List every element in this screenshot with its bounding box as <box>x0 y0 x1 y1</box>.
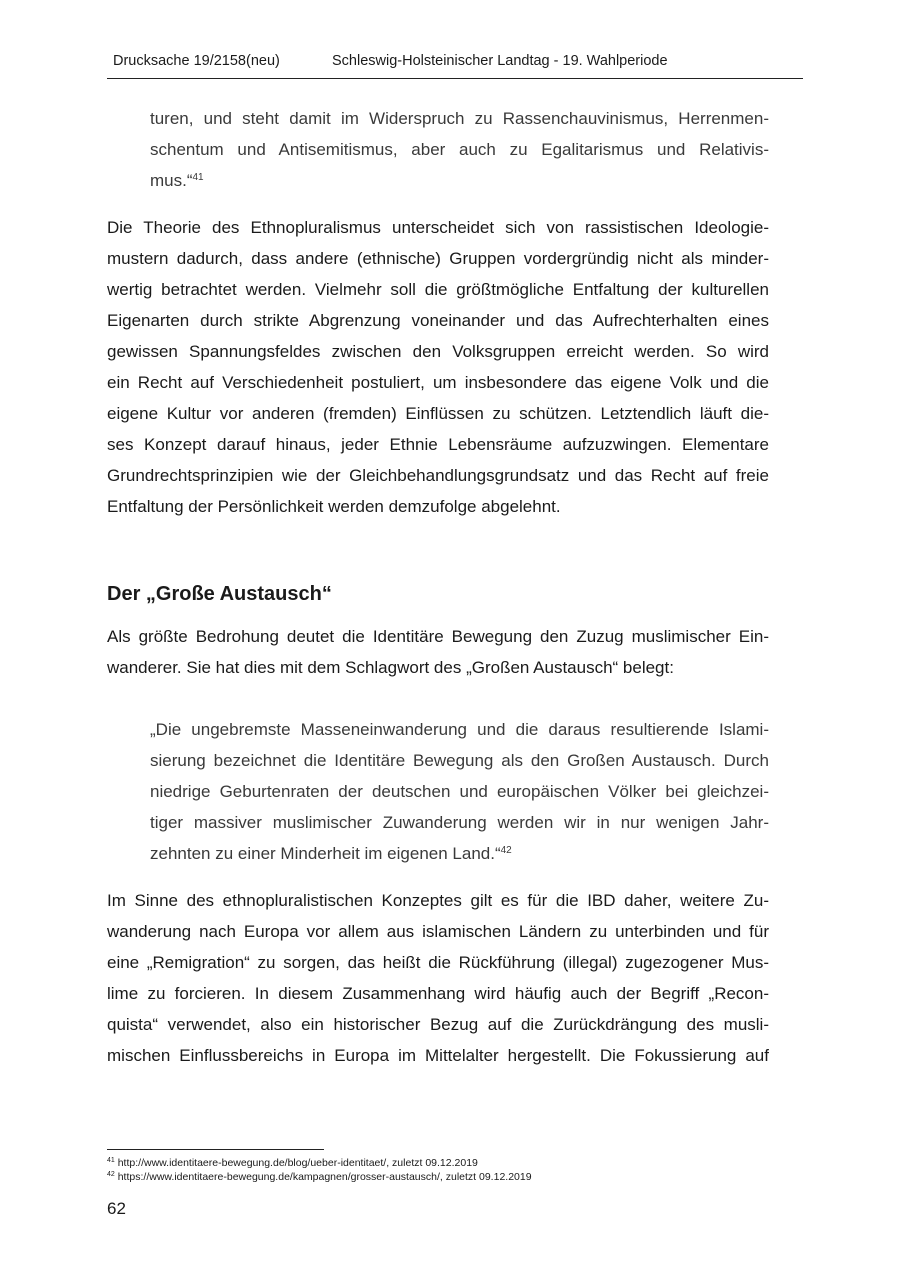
page-number: 62 <box>107 1199 126 1218</box>
footnotes <box>107 1156 532 1184</box>
parliament-title: Schleswig-Holsteinischer Landtag - 19. Wahlperiode <box>332 53 668 69</box>
footnote-42: $^{42}$ https://www.identitaere-bewegung.de/kampagnen/grosser-austausch/, zuletzt 09.12.2019 <box>107 1171 532 1183</box>
footnote-ref-42[interactable]: 42 <box>500 845 512 856</box>
paragraph-line: gewissen Spannungsfeldes zwischen den Volksgruppen erreicht werden. So wird <box>107 342 769 361</box>
paragraph-line: eigene Kultur vor anderen (fremden) Einflüssen zu schützen. Letztendlich läuft die- <box>107 404 769 423</box>
paragraph-line: wertig betrachtet werden. Vielmehr soll die größtmögliche Entfaltung der kulturellen <box>107 280 769 299</box>
paragraph-ethnopluralism <box>107 212 769 522</box>
document-number: Drucksache 19/2158(neu) <box>113 53 280 69</box>
paragraph-remigration <box>107 885 769 1071</box>
paragraph-line: Im Sinne des ethnopluralistischen Konzeptes gilt es für die IBD daher, weitere Zu- <box>107 891 769 910</box>
paragraph-line: Die Theorie des Ethnopluralismus unterscheidet sich von rassistischen Ideologie- <box>107 218 769 237</box>
footnote-link[interactable]: https://www.identitaere-bewegung.de/kampagnen/grosser-austausch/, zuletzt 09.12.2019 <box>117 1171 532 1183</box>
quote-block-1 <box>150 103 769 196</box>
paragraph-line: wanderer. Sie hat dies mit dem Schlagwort des „Großen Austausch“ belegt: <box>107 658 674 677</box>
quote2-line: tiger massiver muslimischer Zuwanderung werden wir in nur wenigen Jahr- <box>150 813 769 832</box>
paragraph-line: quista“ verwendet, also ein historischer Bezug auf die Zurückdrängung des musli- <box>107 1015 769 1034</box>
footnote-divider <box>107 1149 324 1150</box>
footnote-41: $^{41}$ http://www.identitaere-bewegung.de/blog/ueber-identitaet/, zuletzt 09.12.2019 <box>107 1157 478 1169</box>
paragraph-line: Grundrechtsprinzipien wie der Gleichbehandlungsgrundsatz und das Recht auf freie <box>107 466 769 485</box>
page-header <box>107 52 803 79</box>
quote-block-2 <box>150 714 769 869</box>
footnote-link[interactable]: http://www.identitaere-bewegung.de/blog/ueber-identitaet/, zuletzt 09.12.2019 <box>117 1157 478 1169</box>
quote2-line: zehnten zu einer Minderheit im eigenen Land.“$^{42}$ <box>150 844 512 863</box>
paragraph-line: lime zu forcieren. In diesem Zusammenhang wird häufig auch der Begriff „Recon- <box>107 984 769 1003</box>
section-heading: Der „Große Austausch“ <box>107 583 332 605</box>
paragraph-line: wanderung nach Europa vor allem aus islamischen Ländern zu unterbinden und für <box>107 922 769 941</box>
footnote-ref-41[interactable]: 41 <box>192 172 204 183</box>
paragraph-line: Entfaltung der Persönlichkeit werden demzufolge abgelehnt. <box>107 497 561 516</box>
paragraph-line: mustern dadurch, dass andere (ethnische) Gruppen vordergründig nicht als minder- <box>107 249 769 268</box>
quote2-line: „Die ungebremste Masseneinwanderung und die daraus resultierende Islami- <box>150 720 769 739</box>
paragraph-line: ses Konzept darauf hinaus, jeder Ethnie Lebensräume aufzuzwingen. Elementare <box>107 435 769 454</box>
quote1-line: mus.“$^{41}$ <box>150 171 204 190</box>
paragraph-line: Eigenarten durch strikte Abgrenzung voneinander und das Aufrechterhalten eines <box>107 311 769 330</box>
quote1-line: schentum und Antisemitismus, aber auch zu Egalitarismus und Relativis- <box>150 140 769 159</box>
quote2-line: niedrige Geburtenraten der deutschen und europäischen Völker bei gleichzei- <box>150 782 769 801</box>
quote2-line: sierung bezeichnet die Identitäre Bewegung als den Großen Austausch. Durch <box>150 751 769 770</box>
quote1-line: turen, und steht damit im Widerspruch zu Rassenchauvinismus, Herrenmen- <box>150 109 769 128</box>
paragraph-line: Als größte Bedrohung deutet die Identitäre Bewegung den Zuzug muslimischer Ein- <box>107 627 769 646</box>
paragraph-line: mischen Einflussbereichs in Europa im Mittelalter hergestellt. Die Fokussierung auf <box>107 1046 769 1065</box>
paragraph-threat <box>107 621 769 683</box>
paragraph-line: ein Recht auf Verschiedenheit postuliert, um insbesondere das eigene Volk und die <box>107 373 769 392</box>
paragraph-line: eine „Remigration“ zu sorgen, das heißt die Rückführung (illegal) zugezogener Mus- <box>107 953 769 972</box>
